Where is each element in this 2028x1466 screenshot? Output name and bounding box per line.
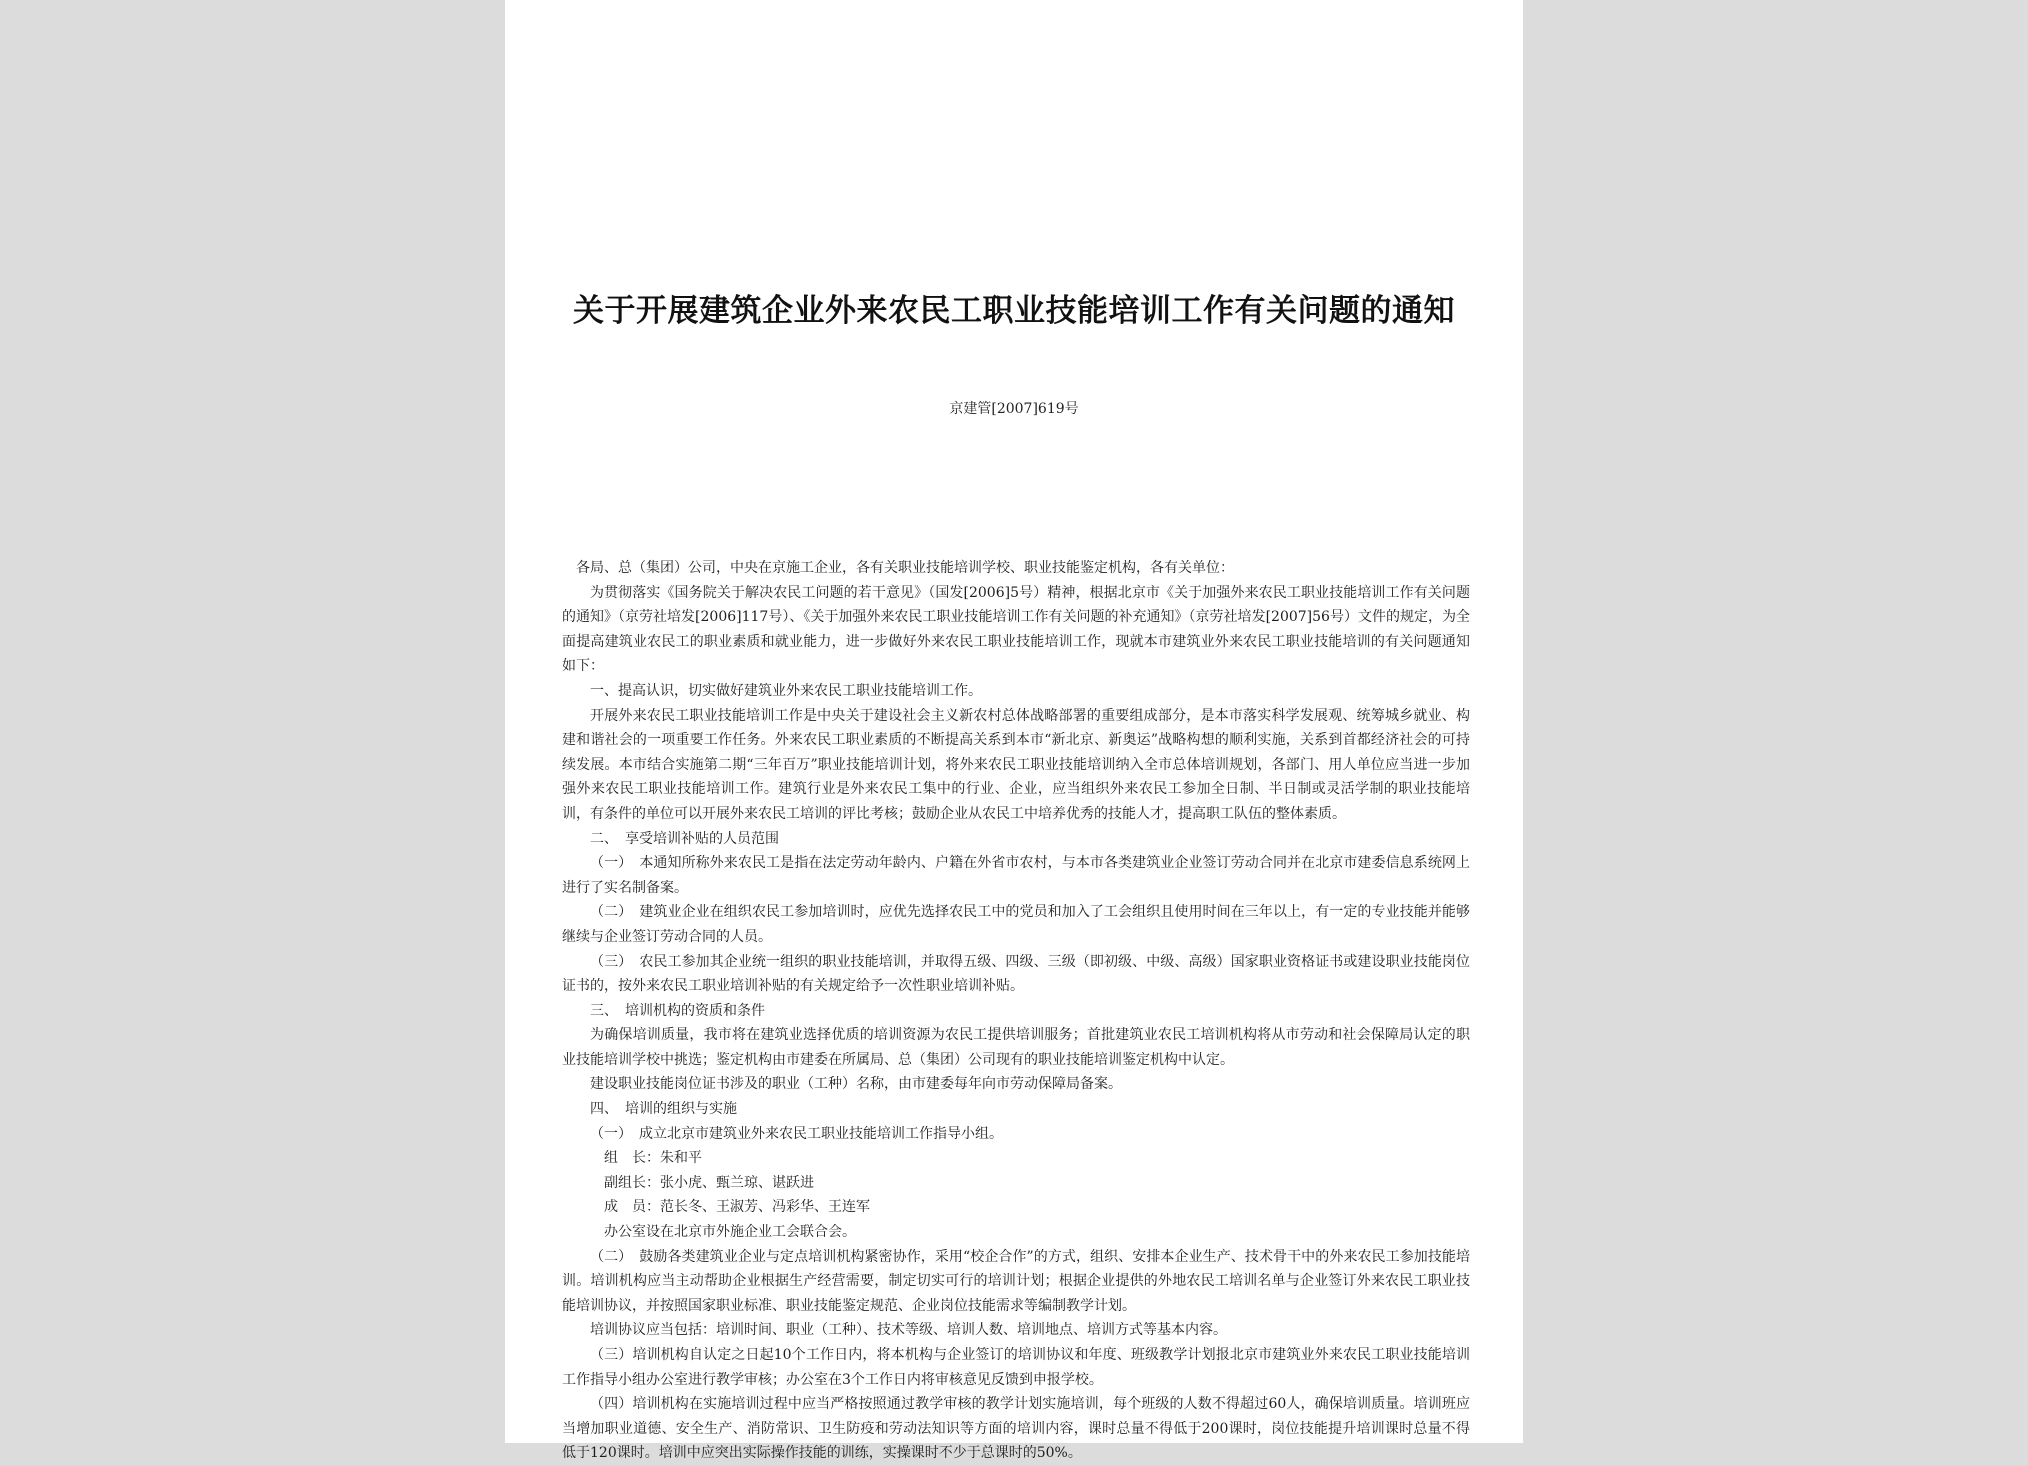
office-location: 办公室设在北京市外施企业工会联合会。 [604, 1224, 856, 1241]
document-page [505, 0, 1523, 1462]
section-heading: 一、提高认识，切实做好建筑业外来农民工职业技能培训工作。 [590, 682, 982, 699]
section-heading: 二、 享受培训补贴的人员范围 [590, 830, 779, 847]
salutation: 各局、总（集团）公司，中央在京施工企业，各有关职业技能培训学校、职业技能鉴定机构，各有关单位： [576, 560, 1234, 576]
paragraph: （二） 建筑业企业在组织农民工参加培训时，应优先选择农民工中的党员和加入了工会组织且使用时间在三年以上，有一定的专业技能并能够继续与企业签订劳动合同的人员。 [562, 904, 1470, 945]
group-leader: 组 长：朱和平 [604, 1150, 702, 1167]
section-heading: 四、 培训的组织与实施 [590, 1101, 737, 1118]
paragraph: 建设职业技能岗位证书涉及的职业（工种）名称，由市建委每年向市劳动保障局备案。 [590, 1076, 1122, 1093]
group-deputy-leaders: 副组长：张小虎、甄兰琼、谌跃进 [604, 1174, 814, 1191]
group-members: 成 员：范长冬、王淑芳、冯彩华、王连军 [604, 1199, 870, 1216]
document-title: 关于开展建筑企业外来农民工职业技能培训工作有关问题的通知 [573, 293, 1455, 329]
document-number: 京建管[2007]619号 [949, 401, 1079, 417]
paragraph: 为贯彻落实《国务院关于解决农民工问题的若干意见》（国发[2006]5号）精神，根据北京市《关于加强外来农民工职业技能培训工作有关问题的通知》（京劳社培发[2006]117号）、《关于加强外来农民工职业技能培训工作有关问题的补充通知》（京劳社培发[2007]56号）文件的规定，为全面提高建筑业农民工的职业素质和就业能力，进一步做好外来农民工职业技能培训工作，现就本市建筑业外来农民工职业技能培训的有关问题通知如下： [562, 584, 1470, 675]
section-heading: 三、 培训机构的资质和条件 [590, 1002, 765, 1019]
paragraph: （三）培训机构自认定之日起10个工作日内，将本机构与企业签订的培训协议和年度、班级教学计划报北京市建筑业外来农民工职业技能培训工作指导小组办公室进行教学审核；办公室在3个工作日内将审核意见反馈到申报学校。 [562, 1347, 1470, 1388]
paragraph: 培训协议应当包括：培训时间、职业（工种）、技术等级、培训人数、培训地点、培训方式等基本内容。 [590, 1322, 1227, 1339]
paragraph: （一） 本通知所称外来农民工是指在法定劳动年龄内、户籍在外省市农村，与本市各类建筑业企业签订劳动合同并在北京市建委信息系统网上进行了实名制备案。 [562, 855, 1470, 896]
paragraph: （二） 鼓励各类建筑业企业与定点培训机构紧密协作，采用“校企合作”的方式，组织、安排本企业生产、技术骨干中的外来农民工参加技能培训。培训机构应当主动帮助企业根据生产经营需要，制定切实可行的培训计划；根据企业提供的外地农民工培训名单与企业签订外来农民工职业技能培训协议，并按照国家职业标准、职业技能鉴定规范、企业岗位技能需求等编制教学计划。 [562, 1248, 1470, 1314]
paragraph: （一） 成立北京市建筑业外来农民工职业技能培训工作指导小组。 [590, 1125, 1003, 1142]
paragraph: 开展外来农民工职业技能培训工作是中央关于建设社会主义新农村总体战略部署的重要组成部分，是本市落实科学发展观、统筹城乡就业、构建和谐社会的一项重要工作任务。外来农民工职业素质的不断提高关系到本市“新北京、新奥运”战略构想的顺利实施，关系到首都经济社会的可持续发展。本市结合实施第二期“三年百万”职业技能培训计划，将外来农民工职业技能培训纳入全市总体培训规划，各部门、用人单位应当进一步加强外来农民工职业技能培训工作。建筑行业是外来农民工集中的行业、企业，应当组织外来农民工参加全日制、半日制或灵活学制的职业技能培训，有条件的单位可以开展外来农民工培训的评比考核；鼓励企业从农民工中培养优秀的技能人才，提高职工队伍的整体素质。 [562, 707, 1470, 822]
document-body [562, 556, 1470, 1466]
paragraph: （三） 农民工参加其企业统一组织的职业技能培训，并取得五级、四级、三级（即初级、中级、高级）国家职业资格证书或建设职业技能岗位证书的，按外来农民工职业培训补贴的有关规定给予一次性职业培训补贴。 [562, 953, 1470, 995]
paragraph: （四）培训机构在实施培训过程中应当严格按照通过教学审核的教学计划实施培训，每个班级的人数不得超过60人，确保培训质量。培训班应当增加职业道德、安全生产、消防常识、卫生防疫和劳动法知识等方面的培训内容，课时总量不得低于200课时，岗位技能提升培训课时总量不得低于120课时。培训中应突出实际操作技能的训练，实操课时不少于总课时的50%。 [562, 1396, 1470, 1462]
paragraph: 为确保培训质量，我市将在建筑业选择优质的培训资源为农民工提供培训服务；首批建筑业农民工培训机构将从市劳动和社会保障局认定的职业技能培训学校中挑选；鉴定机构由市建委在所属局、总（集团）公司现有的职业技能培训鉴定机构中认定。 [562, 1027, 1470, 1068]
